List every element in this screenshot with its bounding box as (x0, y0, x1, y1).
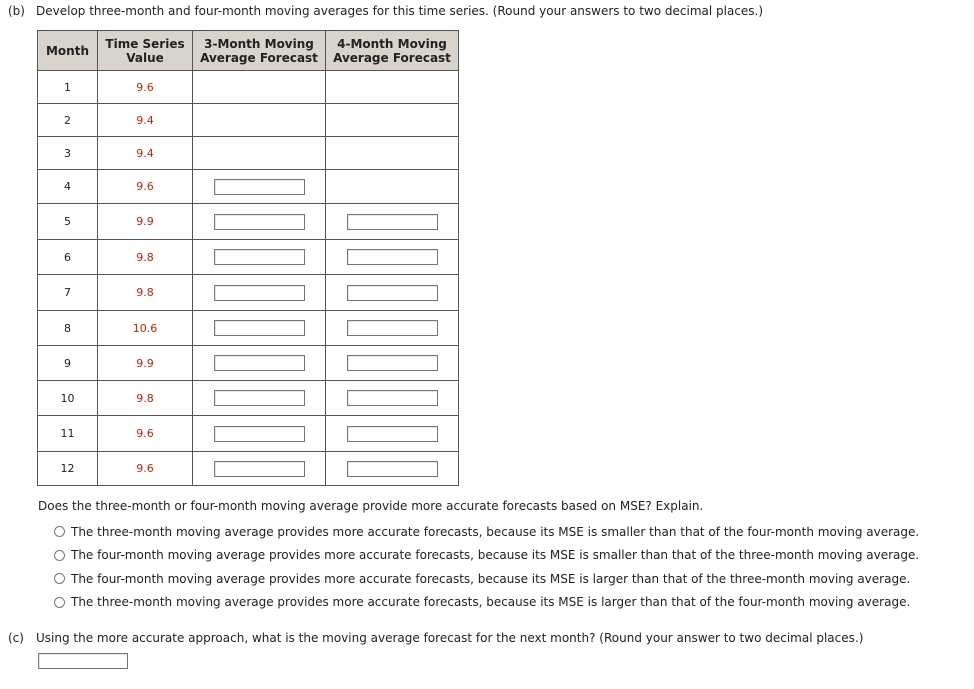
month-cell: 7 (38, 275, 98, 311)
ma3-forecast-input[interactable] (214, 249, 305, 265)
ma3-forecast-cell (193, 240, 326, 275)
month-cell: 8 (38, 311, 98, 346)
moving-average-table (37, 30, 459, 486)
ma4-forecast-cell (326, 346, 459, 381)
time-series-value-cell: 9.6 (98, 71, 193, 104)
month-cell: 9 (38, 346, 98, 381)
radio-button[interactable] (54, 573, 65, 584)
mse-question: Does the three-month or four-month moving average provide more accurate forecasts based on MSE? Explain. (38, 499, 704, 513)
radio-button[interactable] (54, 597, 65, 608)
choice-label: The four-month moving average provides more accurate forecasts, because its MSE is smaller than that of the three-month moving average. (71, 548, 920, 563)
ma4-forecast-input[interactable] (347, 426, 438, 442)
ma3-forecast-cell (193, 71, 326, 104)
month-cell: 6 (38, 240, 98, 275)
table-header-row (38, 31, 459, 71)
header-time-series-value: Time Series Value (98, 31, 193, 71)
month-cell: 3 (38, 137, 98, 170)
ma3-forecast-cell (193, 204, 326, 240)
part-b-label: (b) (8, 4, 25, 18)
table-row (38, 137, 459, 170)
month-cell: 5 (38, 204, 98, 240)
ma3-forecast-cell (193, 104, 326, 137)
part-c-text: Using the more accurate approach, what is the moving average forecast for the next month? (Round your answer to two decimal places.) (36, 631, 864, 645)
ma4-forecast-input[interactable] (347, 285, 438, 301)
choice-option[interactable] (54, 544, 919, 568)
ma3-forecast-cell (193, 416, 326, 452)
header-4-month-ma: 4-Month Moving Average Forecast (326, 31, 459, 71)
month-cell: 4 (38, 170, 98, 204)
table-row (38, 452, 459, 486)
ma4-forecast-input[interactable] (347, 390, 438, 406)
month-cell: 1 (38, 71, 98, 104)
ma3-forecast-cell (193, 275, 326, 311)
ma4-forecast-cell (326, 452, 459, 486)
ma3-forecast-input[interactable] (214, 390, 305, 406)
time-series-value-cell: 9.9 (98, 204, 193, 240)
choice-option[interactable] (54, 567, 919, 591)
ma3-forecast-input[interactable] (214, 179, 305, 195)
ma4-forecast-input[interactable] (347, 214, 438, 230)
time-series-value-cell: 9.8 (98, 381, 193, 416)
ma4-forecast-cell (326, 416, 459, 452)
ma4-forecast-input[interactable] (347, 461, 438, 477)
time-series-value-cell: 9.4 (98, 104, 193, 137)
table-row (38, 311, 459, 346)
choice-option[interactable] (54, 520, 919, 544)
header-3-month-ma: 3-Month Moving Average Forecast (193, 31, 326, 71)
table-row (38, 346, 459, 381)
part-b-prompt (8, 4, 763, 18)
table-row (38, 104, 459, 137)
ma3-forecast-cell (193, 452, 326, 486)
ma3-forecast-input[interactable] (214, 461, 305, 477)
time-series-value-cell: 9.9 (98, 346, 193, 381)
table-row (38, 71, 459, 104)
ma4-forecast-cell (326, 240, 459, 275)
ma4-forecast-cell (326, 311, 459, 346)
table-row (38, 170, 459, 204)
ma4-forecast-input[interactable] (347, 249, 438, 265)
table-row (38, 204, 459, 240)
ma3-forecast-input[interactable] (214, 214, 305, 230)
time-series-value-cell: 9.4 (98, 137, 193, 170)
mse-answer-choices (54, 520, 919, 614)
time-series-value-cell: 10.6 (98, 311, 193, 346)
choice-option[interactable] (54, 591, 919, 615)
time-series-value-cell: 9.6 (98, 416, 193, 452)
part-c-prompt (8, 631, 863, 645)
time-series-value-cell: 9.8 (98, 275, 193, 311)
ma4-forecast-cell (326, 275, 459, 311)
ma4-forecast-cell (326, 104, 459, 137)
ma4-forecast-cell (326, 137, 459, 170)
table-row (38, 381, 459, 416)
ma4-forecast-cell (326, 381, 459, 416)
month-cell: 10 (38, 381, 98, 416)
next-month-forecast-input[interactable] (38, 653, 128, 669)
ma3-forecast-cell (193, 170, 326, 204)
month-cell: 11 (38, 416, 98, 452)
ma4-forecast-input[interactable] (347, 320, 438, 336)
choice-label: The four-month moving average provides more accurate forecasts, because its MSE is larger than that of the three-month moving average. (71, 571, 911, 586)
ma3-forecast-input[interactable] (214, 320, 305, 336)
choice-label: The three-month moving average provides more accurate forecasts, because its MSE is larger than that of the four-month moving average. (71, 595, 911, 610)
month-cell: 12 (38, 452, 98, 486)
choice-label: The three-month moving average provides more accurate forecasts, because its MSE is smaller than that of the four-month moving average. (71, 524, 920, 539)
ma3-forecast-cell (193, 137, 326, 170)
table-row (38, 416, 459, 452)
time-series-value-cell: 9.8 (98, 240, 193, 275)
table-row (38, 275, 459, 311)
ma4-forecast-cell (326, 71, 459, 104)
ma4-forecast-cell (326, 170, 459, 204)
ma4-forecast-cell (326, 204, 459, 240)
month-cell: 2 (38, 104, 98, 137)
ma3-forecast-input[interactable] (214, 426, 305, 442)
ma3-forecast-cell (193, 346, 326, 381)
ma3-forecast-input[interactable] (214, 355, 305, 371)
table-row (38, 240, 459, 275)
time-series-value-cell: 9.6 (98, 170, 193, 204)
radio-button[interactable] (54, 550, 65, 561)
part-c-label: (c) (8, 631, 24, 645)
radio-button[interactable] (54, 526, 65, 537)
part-b-text: Develop three-month and four-month moving averages for this time series. (Round your answers to two decimal places.) (36, 4, 764, 18)
ma3-forecast-input[interactable] (214, 285, 305, 301)
ma3-forecast-cell (193, 381, 326, 416)
header-month: Month (38, 31, 98, 71)
time-series-value-cell: 9.6 (98, 452, 193, 486)
ma3-forecast-cell (193, 311, 326, 346)
ma4-forecast-input[interactable] (347, 355, 438, 371)
